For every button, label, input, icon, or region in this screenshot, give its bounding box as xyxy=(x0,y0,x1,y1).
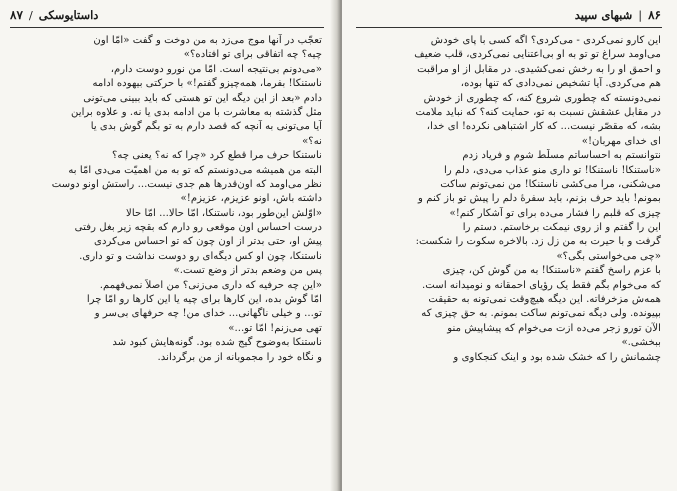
text-line: گرفت و با حیرت به من زل زد. بالاخره سکوت را شکست: xyxy=(415,236,661,248)
text-line: «این چه حرفیه که داری می‌زنی؟ من اصلاً نمی‌فهمم. xyxy=(99,279,322,291)
text-line: ای خدای مهربان!» xyxy=(581,135,661,147)
text-line: نمی‌دونسته که چطوری شروع کنه، که چطوری از خودش xyxy=(423,92,661,104)
text-line: «ناستنکا! ناستنکا! تو داری منو عذاب می‌دی، دلم را xyxy=(444,164,661,176)
text-line: تعجّب در آنها موج می‌زد به من دوخت و گفت «امّا اون xyxy=(93,35,322,46)
left-page-header xyxy=(10,6,98,24)
text-line: پیش او، حتی بدتر از اون چون که تو احساس می‌کردی xyxy=(94,236,322,248)
text-line: «اوّلش این‌طور بود، ناستنکا، امّا حالا... امّا حالا xyxy=(126,207,322,219)
text-line: چیزی که قلبم را فشار می‌ده برای تو آشکار کنم!» xyxy=(449,207,661,219)
text-line: با عزم راسخ گفتم «ناستنکا! به من گوش کن، چیزی xyxy=(442,265,661,277)
text-line: و نگاه خود را مجموبانه از من برگرداند. xyxy=(157,351,322,363)
right-page-text xyxy=(356,34,661,365)
left-page-number: ۸۷ xyxy=(10,8,23,22)
text-line: دادم «بعد از این دیگه این تو هستی که باید ببینی می‌تونی xyxy=(83,92,322,104)
text-line: البته من همیشه می‌دونستم که تو به من اهمیّت می‌دی امّا به xyxy=(68,164,322,176)
text-line: پس من وضعم بدتر از وضع تست.» xyxy=(173,265,322,277)
left-running-title: داستایوسکی xyxy=(38,8,99,22)
text-line: «چی می‌خواستی بگی؟» xyxy=(556,250,661,262)
header-separator: | xyxy=(638,8,643,22)
text-line: همه‌ش مزخرفاته. این دیگه هیچ‌وقت نمی‌تونه به حقیقت xyxy=(428,294,661,306)
text-line: این را گفتم و از روی نیمکت برخاستم. دستم را xyxy=(462,222,661,234)
text-line: مثل گذشته به معاشرت با من ادامه بدی یا نه. و علاوه براین xyxy=(70,106,322,118)
text-line: بشه، که مقصّر نیست... که کار اشتباهی نکرده! ای خدا، xyxy=(426,121,661,133)
text-line: آیا می‌تونی به آنچه که قصد دارم به تو بگم گوش بدی یا xyxy=(90,121,322,133)
text-line: ببخشی.» xyxy=(621,337,661,349)
right-page xyxy=(342,0,677,491)
text-line: امّا گوش بده، این کارها برای چیه یا این کارها رو امّا چرا xyxy=(86,294,322,306)
text-line: ناستنکا، چون او کس دیگه‌ای رو دوست نداشت و تو داری. xyxy=(79,250,322,262)
text-line: الآن تورو زجر می‌ده ازت می‌خوام که پیشاپیش منو xyxy=(447,322,661,334)
text-line: که می‌خوام بگم فقط یک رؤیای احمقانه و نومیدانه است. xyxy=(422,279,661,291)
text-line: داشته باش، اونو عزیزم، عزیزم!» xyxy=(180,193,322,205)
text-line: نتوانستم به احساساتم مسلّط شوم و فریاد زدم xyxy=(462,150,661,162)
text-line: بپیونده. ولی دیگه نمی‌تونم ساکت بمونم. به حق چیزی که xyxy=(421,308,661,320)
text-line: و احمق او را به رخش نمی‌کشیدی. در مقابل از او مراقبت xyxy=(417,63,661,75)
text-line: این کارو نمی‌کردی - می‌کردی؟ اگه کسی با پای خودش xyxy=(430,35,661,46)
right-page-number: ۸۶ xyxy=(648,8,661,22)
text-line: چیه؟ چه اتفاقی برای تو افتاده؟» xyxy=(183,49,322,61)
text-line: چشمانش را که خشک شده بود و اینک کنجکاوی و xyxy=(453,351,661,363)
left-header-rule xyxy=(10,27,324,28)
text-line: بمونم! باید حرف بزنم، باید سفرهٔ دلم را پیش تو باز کنم و xyxy=(418,193,661,205)
right-header-rule xyxy=(356,27,662,28)
text-line: می‌شکنی، مرا می‌کشی ناستنکا! من نمی‌تونم ساکت xyxy=(440,178,661,190)
text-line: هم می‌کردی. آیا تشخیص نمی‌دادی که تنها بوده، xyxy=(460,78,661,90)
header-separator: / xyxy=(28,8,33,22)
text-line: تهی می‌زنم! امّا تو...» xyxy=(228,322,322,334)
left-page xyxy=(0,0,335,491)
text-line: «می‌دونم بی‌نتیجه است. امّا من نورو دوست دارم، xyxy=(110,63,322,75)
right-running-title: شبهای سپید xyxy=(574,8,633,22)
text-line: ناستنکا به‌وضوح گیج شده بود. گونه‌هایش کبود شد xyxy=(112,337,322,349)
text-line: ناستنکا! بفرما، همه‌چیزو گفتم!» با حرکتی بیهوده ادامه xyxy=(92,78,322,90)
text-line: ناستنکا حرف مرا قطع کرد «چرا که نه؟ یعنی چه؟ xyxy=(111,150,322,162)
text-line: درست احساس اون موقعی رو دارم که بقچه زیر بغل رفتی xyxy=(74,222,322,234)
text-line: تو... و خیلی ناگهانی... خدای من! چه حرفهای بی‌سر و xyxy=(94,308,322,320)
right-page-header xyxy=(575,6,661,24)
left-page-text xyxy=(10,34,322,365)
text-line: نظر می‌اومد که اون‌قدرها هم جدی نیست... راستش اونو دوست xyxy=(51,178,322,190)
text-line: نه؟» xyxy=(302,135,322,147)
text-line: می‌اومد سراغ تو تو به او بی‌اعتنایی نمی‌کردی، قلب ضعیف xyxy=(414,49,661,61)
text-line: در مقابل عشقش نسبت به تو، حمایت کنه؟ که نباید ملامت xyxy=(415,106,661,118)
